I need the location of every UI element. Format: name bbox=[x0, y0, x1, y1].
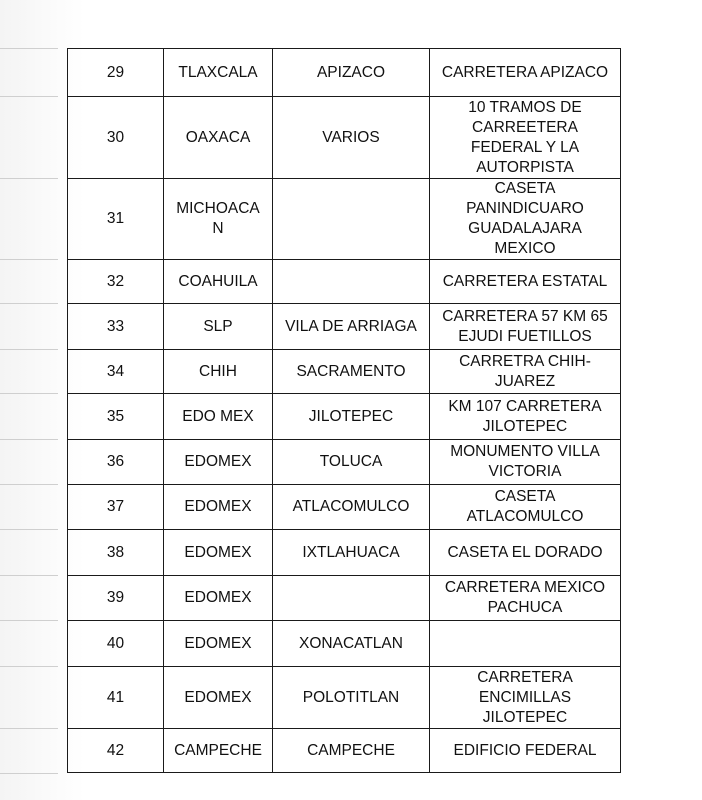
state-cell: MICHOACA N bbox=[164, 179, 273, 260]
table-row bbox=[68, 394, 621, 440]
city-cell: IXTLAHUACA bbox=[273, 530, 430, 576]
city-cell: CAMPECHE bbox=[273, 729, 430, 773]
table-row bbox=[68, 530, 621, 576]
state-cell: EDOMEX bbox=[164, 621, 273, 667]
city-cell bbox=[273, 260, 430, 304]
state-cell: EDO MEX bbox=[164, 394, 273, 440]
row-number: 30 bbox=[68, 97, 164, 179]
state-cell: OAXACA bbox=[164, 97, 273, 179]
city-cell: APIZACO bbox=[273, 49, 430, 97]
row-number: 38 bbox=[68, 530, 164, 576]
table-row bbox=[68, 440, 621, 485]
location-cell: MONUMENTO VILLA VICTORIA bbox=[430, 440, 621, 485]
city-cell: TOLUCA bbox=[273, 440, 430, 485]
row-number: 32 bbox=[68, 260, 164, 304]
table-row bbox=[68, 485, 621, 530]
state-cell: EDOMEX bbox=[164, 530, 273, 576]
location-cell bbox=[430, 621, 621, 667]
city-cell: POLOTITLAN bbox=[273, 667, 430, 729]
table-row bbox=[68, 576, 621, 621]
margin-ruled-lines bbox=[0, 0, 68, 800]
table-row bbox=[68, 667, 621, 729]
row-number: 39 bbox=[68, 576, 164, 621]
location-cell: EDIFICIO FEDERAL bbox=[430, 729, 621, 773]
row-number: 31 bbox=[68, 179, 164, 260]
city-cell: VILA DE ARRIAGA bbox=[273, 304, 430, 350]
table-row bbox=[68, 729, 621, 773]
row-number: 33 bbox=[68, 304, 164, 350]
location-cell: CARRETERA ENCIMILLAS JILOTEPEC bbox=[430, 667, 621, 729]
table-row bbox=[68, 621, 621, 667]
location-cell: CARRETERA MEXICO PACHUCA bbox=[430, 576, 621, 621]
row-number: 37 bbox=[68, 485, 164, 530]
table-row bbox=[68, 304, 621, 350]
row-number: 40 bbox=[68, 621, 164, 667]
location-cell: CASETA PANINDICUARO GUADALAJARA MEXICO bbox=[430, 179, 621, 260]
table-row bbox=[68, 97, 621, 179]
city-cell: ATLACOMULCO bbox=[273, 485, 430, 530]
table-row bbox=[68, 350, 621, 394]
table-row bbox=[68, 179, 621, 260]
location-cell: CASETA EL DORADO bbox=[430, 530, 621, 576]
location-cell: CARRETRA CHIH- JUAREZ bbox=[430, 350, 621, 394]
location-cell: 10 TRAMOS DE CARREETERA FEDERAL Y LA AUTORPISTA bbox=[430, 97, 621, 179]
location-cell: CARRETERA 57 KM 65 EJUDI FUETILLOS bbox=[430, 304, 621, 350]
city-cell: SACRAMENTO bbox=[273, 350, 430, 394]
row-number: 34 bbox=[68, 350, 164, 394]
state-cell: TLAXCALA bbox=[164, 49, 273, 97]
location-cell: CARRETERA APIZACO bbox=[430, 49, 621, 97]
row-number: 36 bbox=[68, 440, 164, 485]
table-row bbox=[68, 49, 621, 97]
location-cell: KM 107 CARRETERA JILOTEPEC bbox=[430, 394, 621, 440]
state-cell: EDOMEX bbox=[164, 576, 273, 621]
row-number: 41 bbox=[68, 667, 164, 729]
locations-table bbox=[67, 48, 621, 773]
city-cell bbox=[273, 179, 430, 260]
state-cell: CHIH bbox=[164, 350, 273, 394]
city-cell: JILOTEPEC bbox=[273, 394, 430, 440]
city-cell: VARIOS bbox=[273, 97, 430, 179]
location-cell: CARRETERA ESTATAL bbox=[430, 260, 621, 304]
location-cell: CASETA ATLACOMULCO bbox=[430, 485, 621, 530]
row-number: 29 bbox=[68, 49, 164, 97]
table-row bbox=[68, 260, 621, 304]
state-cell: SLP bbox=[164, 304, 273, 350]
row-number: 35 bbox=[68, 394, 164, 440]
state-cell: EDOMEX bbox=[164, 667, 273, 729]
state-cell: EDOMEX bbox=[164, 440, 273, 485]
state-cell: EDOMEX bbox=[164, 485, 273, 530]
state-cell: CAMPECHE bbox=[164, 729, 273, 773]
city-cell: XONACATLAN bbox=[273, 621, 430, 667]
state-cell: COAHUILA bbox=[164, 260, 273, 304]
city-cell bbox=[273, 576, 430, 621]
row-number: 42 bbox=[68, 729, 164, 773]
